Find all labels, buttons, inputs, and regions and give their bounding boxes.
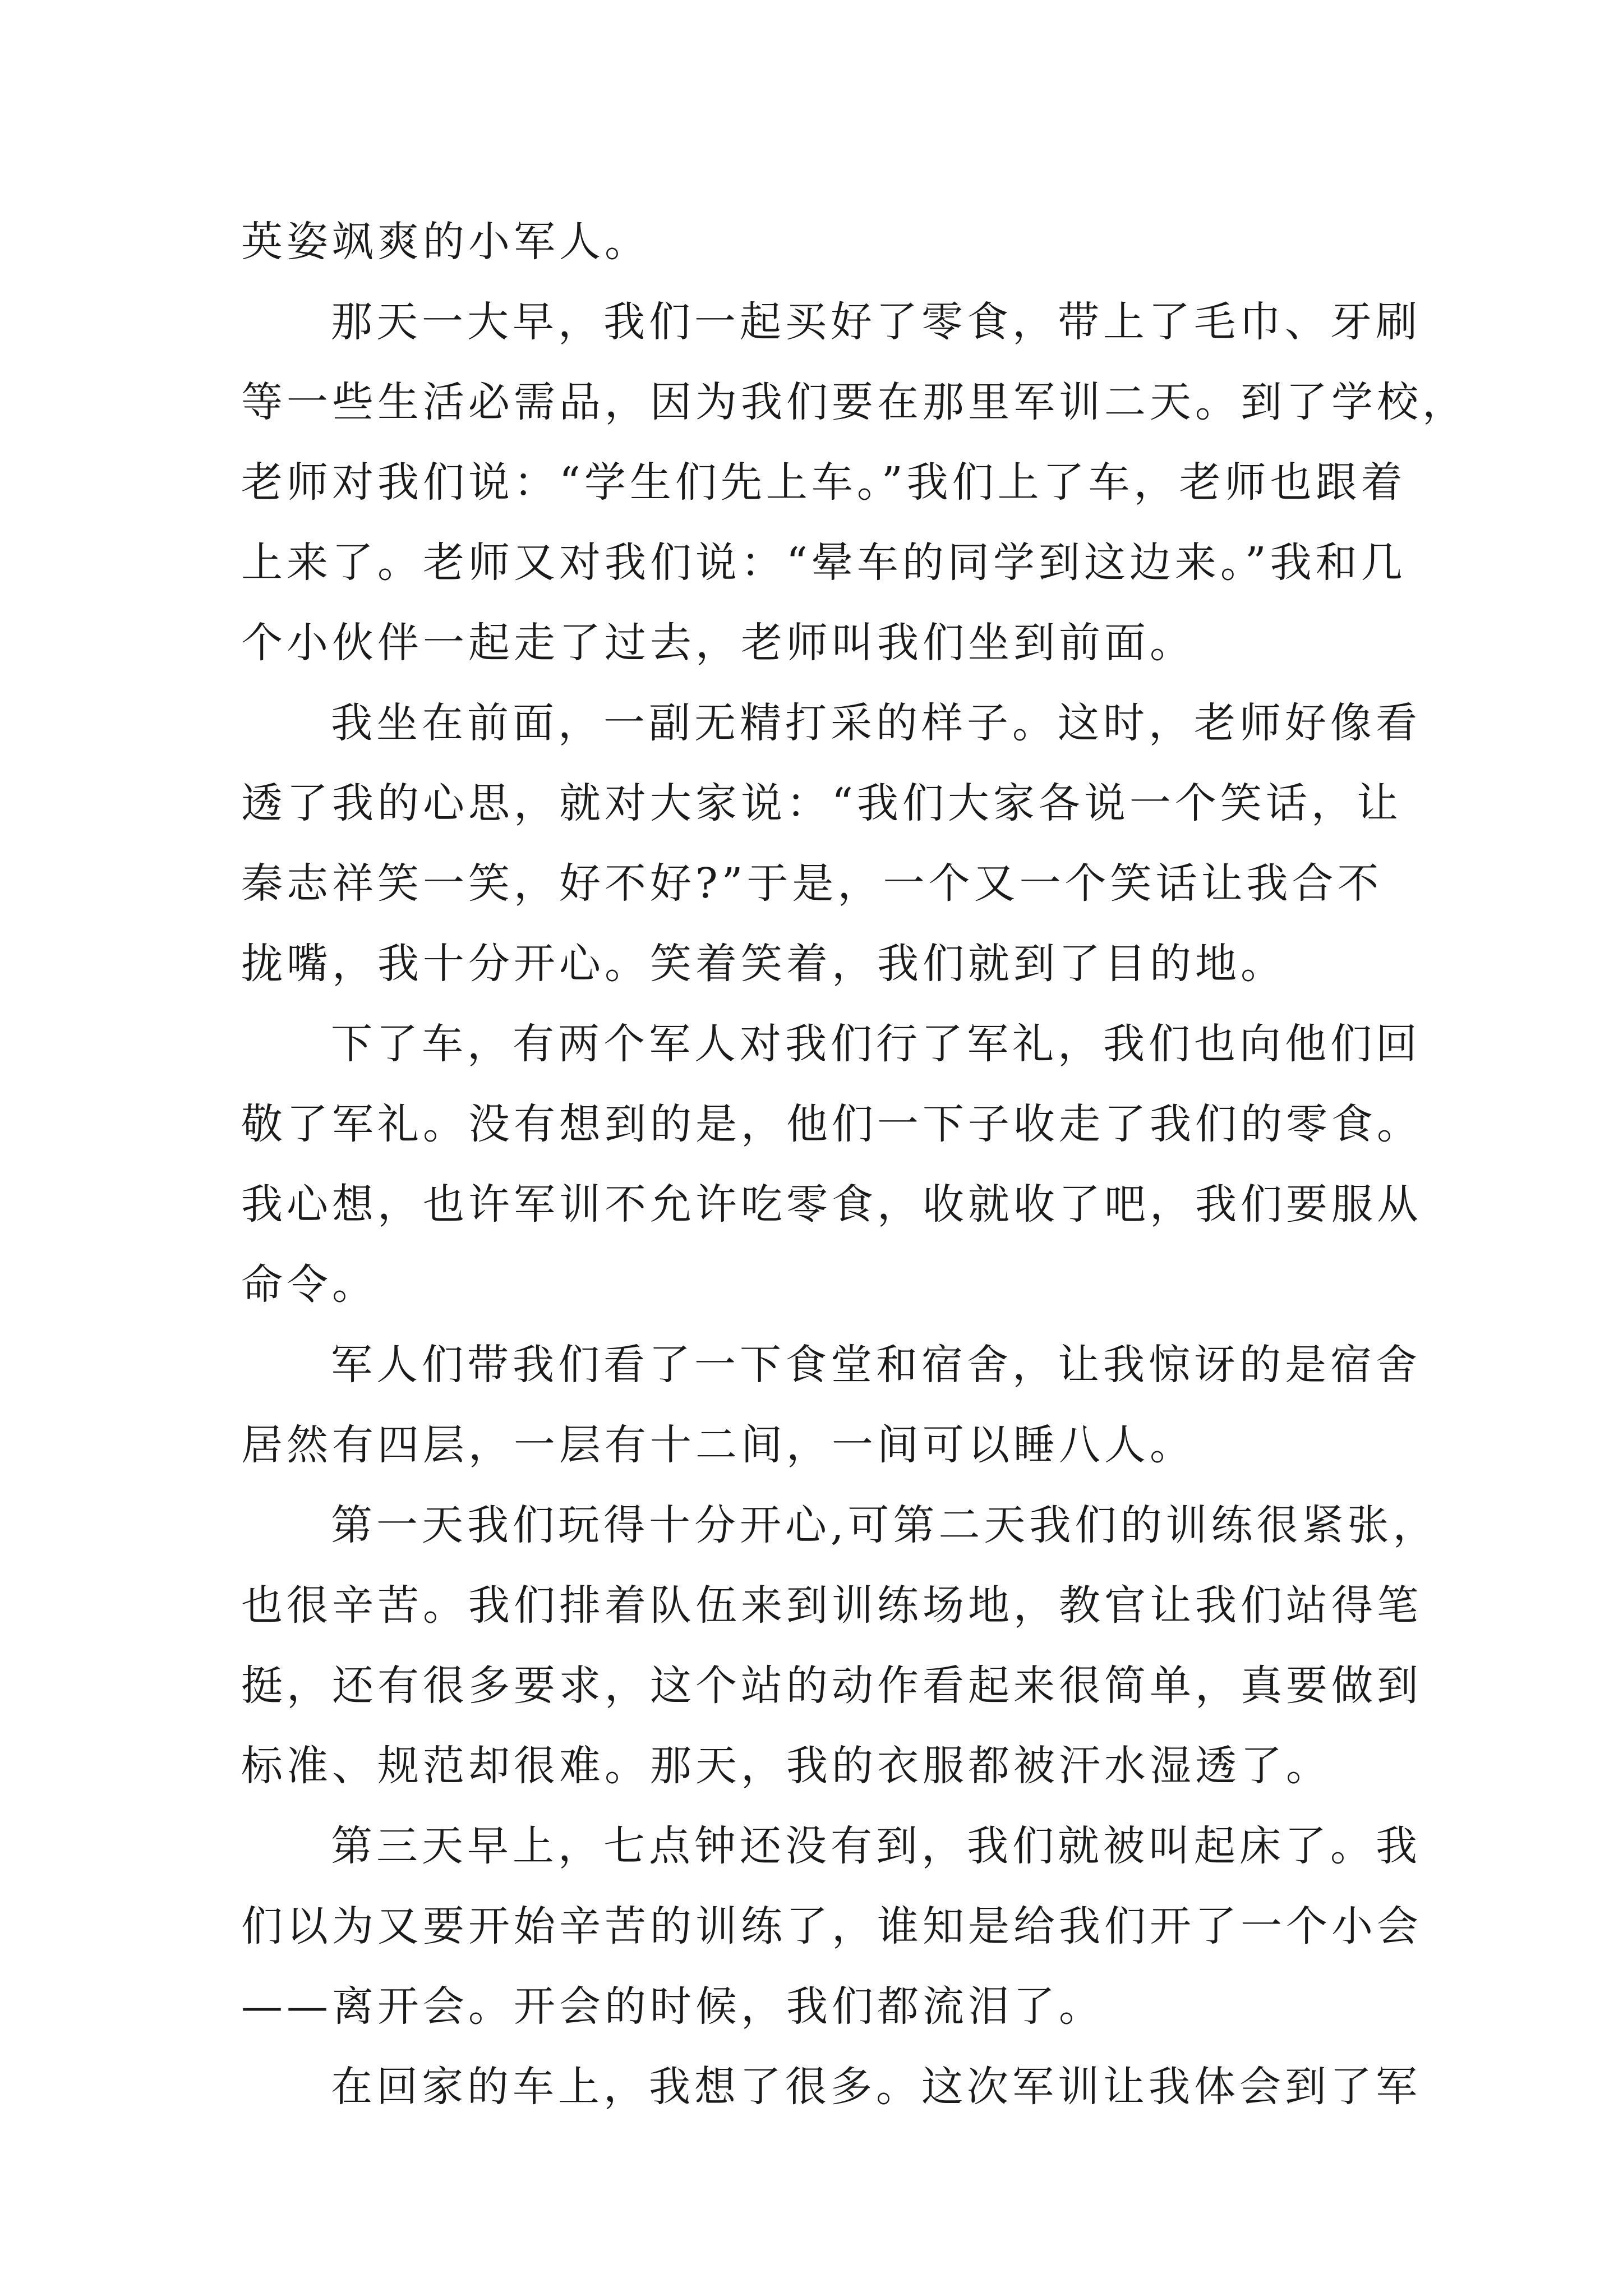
text-line: 个小伙伴一起走了过去，老师叫我们坐到前面。 <box>241 619 1195 667</box>
text-line: 我心想，也许军训不允许吃零食，收就收了吧，我们要服从 <box>241 1180 1422 1228</box>
text-line: 居然有四层，一层有十二间，一间可以睡八人。 <box>241 1421 1195 1469</box>
text-line: 挺，还有很多要求，这个站的动作看起来很简单，真要做到 <box>241 1662 1422 1710</box>
text-line: ——离开会。开会的时候，我们都流泪了。 <box>241 1982 1104 2031</box>
paragraph-first-line: 我坐在前面，一副无精打采的样子。这时，老师好像看 <box>331 699 1421 747</box>
text-line: 老师对我们说：“学生们先上车。”我们上了车，老师也跟着 <box>241 458 1407 507</box>
paragraph-first-line: 第三天早上，七点钟还没有到，我们就被叫起床了。我 <box>331 1822 1421 1870</box>
text-line: 们以为又要开始辛苦的训练了，谁知是给我们开了一个小会 <box>241 1902 1422 1950</box>
document-body <box>241 202 1468 2127</box>
text-line: 英姿飒爽的小军人。 <box>241 218 650 266</box>
paragraph-first-line: 那天一大早，我们一起买好了零食，带上了毛巾、牙刷 <box>331 298 1421 346</box>
text-line: 上来了。老师又对我们说：“晕车的同学到这边来。”我和几 <box>241 539 1407 587</box>
text-line: 拢嘴，我十分开心。笑着笑着，我们就到了目的地。 <box>241 940 1286 988</box>
paragraph-first-line: 第一天我们玩得十分开心,可第二天我们的训练很紧张， <box>331 1501 1438 1549</box>
text-line: 敬了军礼。没有想到的是，他们一下子收走了我们的零食。 <box>241 1100 1422 1148</box>
text-line: 标准、规范却很难。那天，我的衣服都被汗水湿透了。 <box>241 1742 1331 1790</box>
paragraph-first-line: 军人们带我们看了一下食堂和宿舍，让我惊讶的是宿舍 <box>331 1341 1421 1389</box>
paragraph-first-line: 在回家的车上，我想了很多。这次军训让我体会到了军 <box>331 2063 1421 2111</box>
text-line: 秦志祥笑一笑，好不好?”于是，一个又一个笑话让我合不 <box>241 859 1383 908</box>
text-line: 命令。 <box>241 1260 377 1309</box>
text-line: 等一些生活必需品，因为我们要在那里军训二天。到了学校， <box>241 378 1468 426</box>
text-line: 透了我的心思，就对大家说：“我们大家各说一个笑话，让 <box>241 779 1402 827</box>
text-line: 也很辛苦。我们排着队伍来到训练场地，教官让我们站得笔 <box>241 1581 1422 1630</box>
paragraph-first-line: 下了车，有两个军人对我们行了军礼，我们也向他们回 <box>331 1020 1421 1068</box>
